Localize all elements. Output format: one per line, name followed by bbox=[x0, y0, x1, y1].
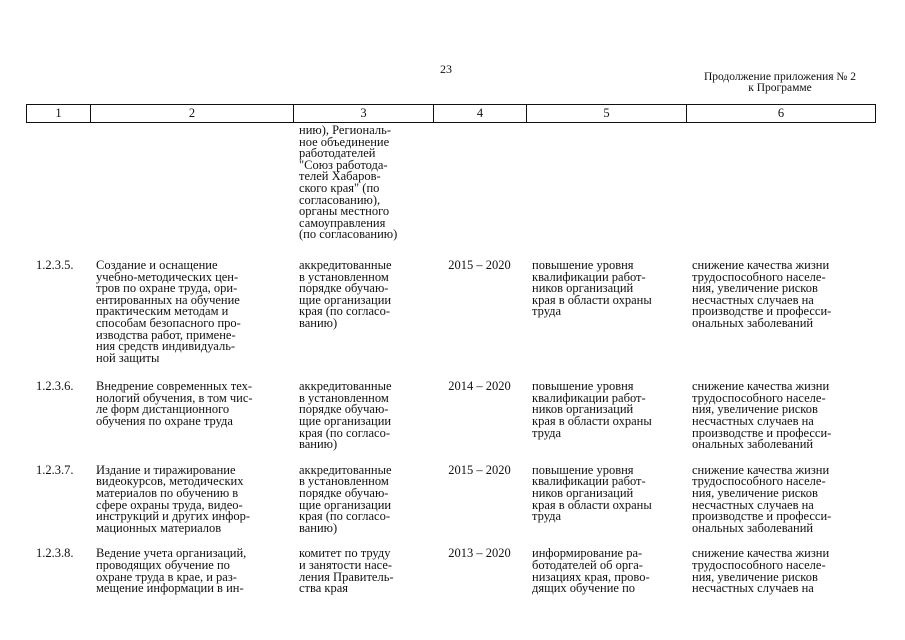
table-header bbox=[26, 104, 876, 123]
row-number: 1.2.3.8. bbox=[36, 546, 74, 561]
years-cell: 2015 – 2020 bbox=[448, 257, 511, 272]
years-cell: 2015 – 2020 bbox=[448, 462, 511, 477]
result-cell: повышение уровня квалификации работ- ников организаций края в области охраны труда bbox=[532, 379, 652, 440]
result-cell: повышение уровня квалификации работ- ников организаций края в области охраны труда bbox=[532, 257, 652, 319]
consequence-cell: снижение качества жизни трудоспособного населе- ния, увеличение рисков несчастных случаев на производстве и професси- ональных заболеваний bbox=[692, 379, 832, 452]
consequence-cell: снижение качества жизни трудоспособного населе- ния, увеличение рисков несчастных случаев на производстве и професси- ональных заболеваний bbox=[692, 462, 832, 535]
table-body bbox=[26, 123, 876, 595]
activity-cell: Создание и оснащение учебно-методических цен- тров по охране труда, ори- ентированных на обучение практическим методам и способам безопасного про- изводства работ, примене- ния средств индивидуаль- ной защиты bbox=[96, 257, 241, 365]
row-number: 1.2.3.7. bbox=[36, 462, 74, 477]
table-row bbox=[26, 462, 876, 535]
row-number: 1.2.3.5. bbox=[36, 257, 74, 272]
table-row bbox=[26, 257, 876, 365]
consequence-cell: снижение качества жизни трудоспособного населе- ния, увеличение рисков несчастных случаев на производстве и професси- ональных заболеваний bbox=[692, 257, 832, 330]
years-cell: 2013 – 2020 bbox=[448, 546, 511, 561]
executor-cell: аккредитованные в установленном порядке обучаю- щие организации края (по согласо- ванию) bbox=[299, 257, 392, 330]
activity-cell: Ведение учета организаций, проводящих обучение по охране труда в крае, и раз- мещение информации в ин- bbox=[96, 546, 247, 596]
column-header-1: 1 bbox=[27, 105, 91, 122]
executor-cell: аккредитованные в установленном порядке обучаю- щие организации края (по согласо- ванию) bbox=[299, 379, 392, 452]
row-number: 1.2.3.6. bbox=[36, 379, 74, 394]
activity-cell: Издание и тиражирование видеокурсов, методических материалов по обучению в сфере охраны труда, видео- инструкций и других инфор- мационных материалов bbox=[96, 462, 250, 535]
appendix-note: Продолжение приложения № 2 к Программе bbox=[703, 71, 857, 94]
page-number: 23 bbox=[440, 62, 452, 76]
consequence-cell: снижение качества жизни трудоспособного населе- ния, увеличение рисков несчастных случаев на bbox=[692, 546, 830, 596]
column-header-5: 5 bbox=[527, 105, 687, 122]
executor-cell: аккредитованные в установленном порядке обучаю- щие организации края (по согласо- ванию) bbox=[299, 462, 392, 535]
result-cell: информирование ра- ботодателей об орга- низациях края, прово- дящих обучение по bbox=[532, 546, 650, 596]
column-header-6: 6 bbox=[777, 106, 785, 120]
executor-cell: комитет по труду и занятости насе- ления Правитель- ства края bbox=[299, 546, 394, 596]
years-cell: 2014 – 2020 bbox=[448, 379, 511, 394]
table-row bbox=[26, 381, 876, 451]
executor-cell: нию), Региональ- ное объединение работодателей "Союз работода- телей Хабаров- ского края" (по согласованию), органы местного самоуправления (по согласованию) bbox=[299, 123, 398, 242]
result-cell: повышение уровня квалификации работ- ников организаций края в области охраны труда bbox=[532, 462, 652, 524]
table-row bbox=[26, 548, 876, 594]
column-header-4: 4 bbox=[434, 105, 527, 122]
activity-cell: Внедрение современных тех- нологий обучения, в том чис- ле форм дистанционного обучения по охране труда bbox=[96, 379, 253, 429]
table-row bbox=[26, 125, 876, 241]
column-header-3: 3 bbox=[294, 105, 434, 122]
column-header-2: 2 bbox=[91, 105, 294, 122]
